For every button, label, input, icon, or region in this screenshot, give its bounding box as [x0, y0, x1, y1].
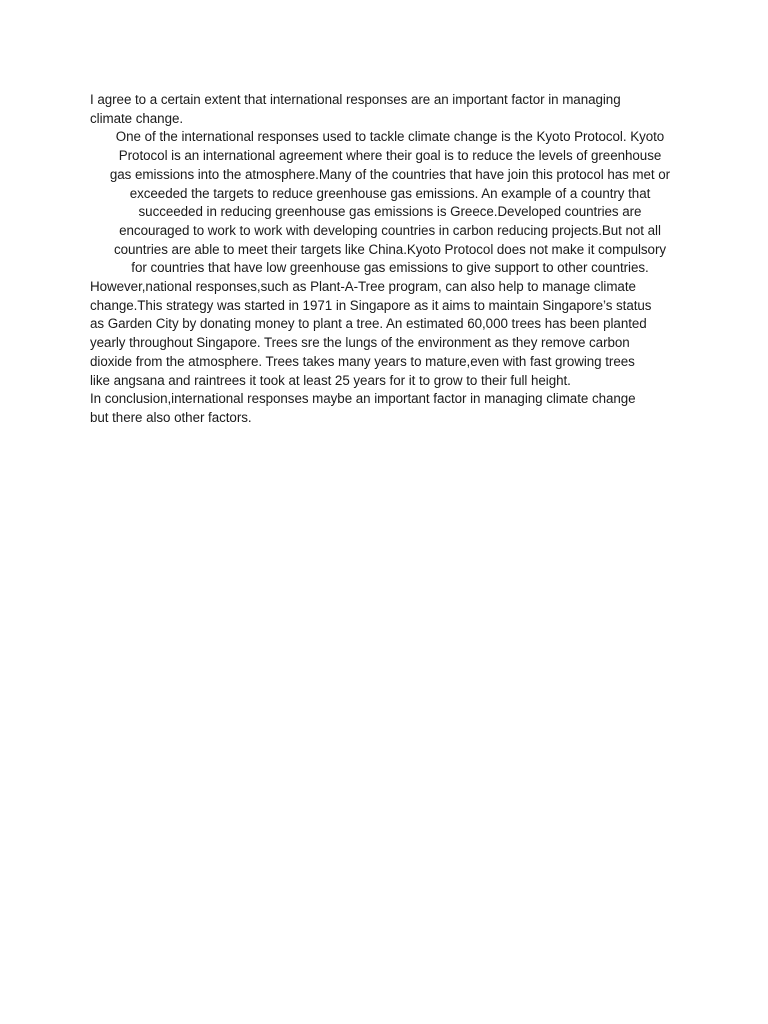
kyoto-line-5: succeeded in reducing greenhouse gas emissions is Greece.Developed countries are [138, 204, 642, 220]
kyoto-line-2: Protocol is an international agreement where their goal is to reduce the levels of greenhouse [118, 148, 662, 164]
plant-a-tree-line-5: dioxide from the atmosphere. Trees takes many years to mature,even with fast growing trees [90, 353, 635, 369]
intro-line-1: I agree to a certain extent that international responses are an important factor in managing [90, 92, 621, 107]
plant-a-tree-line-4: yearly throughout Singapore. Trees sre the lungs of the environment as they remove carbon [90, 335, 630, 351]
document-page [90, 91, 690, 428]
kyoto-line-8: for countries that have low greenhouse gas emissions to give support to other countries. [131, 260, 649, 276]
plant-a-tree-line-6: like angsana and raintrees it took at least 25 years for it to grow to their full height. [90, 372, 571, 388]
kyoto-line-6: encouraged to work to work with developing countries in carbon reducing projects.But not all [119, 222, 661, 238]
plant-a-tree-line-3: as Garden City by donating money to plant a tree. An estimated 60,000 trees has been planted [90, 316, 647, 332]
plant-a-tree-line-2: change.This strategy was started in 1971 in Singapore as it aims to maintain Singapore’s status [90, 297, 652, 313]
conclusion-line-2: but there also other factors. [90, 409, 252, 425]
kyoto-line-7: countries are able to meet their targets like China.Kyoto Protocol does not make it compulsory [113, 241, 667, 257]
intro-line-2: climate change. [90, 110, 184, 126]
kyoto-line-4: exceeded the targets to reduce greenhouse gas emissions. An example of a country that [129, 185, 651, 201]
kyoto-line-1: One of the international responses used to tackle climate change is the Kyoto Protocol. Kyoto [115, 129, 665, 145]
plant-a-tree-line-1: However,national responses,such as Plant-A-Tree program, can also help to manage climate [90, 279, 636, 295]
kyoto-line-3: gas emissions into the atmosphere.Many of the countries that have join this protocol has met or [109, 166, 671, 182]
conclusion-line-1: In conclusion,international responses maybe an important factor in managing climate change [90, 391, 636, 407]
